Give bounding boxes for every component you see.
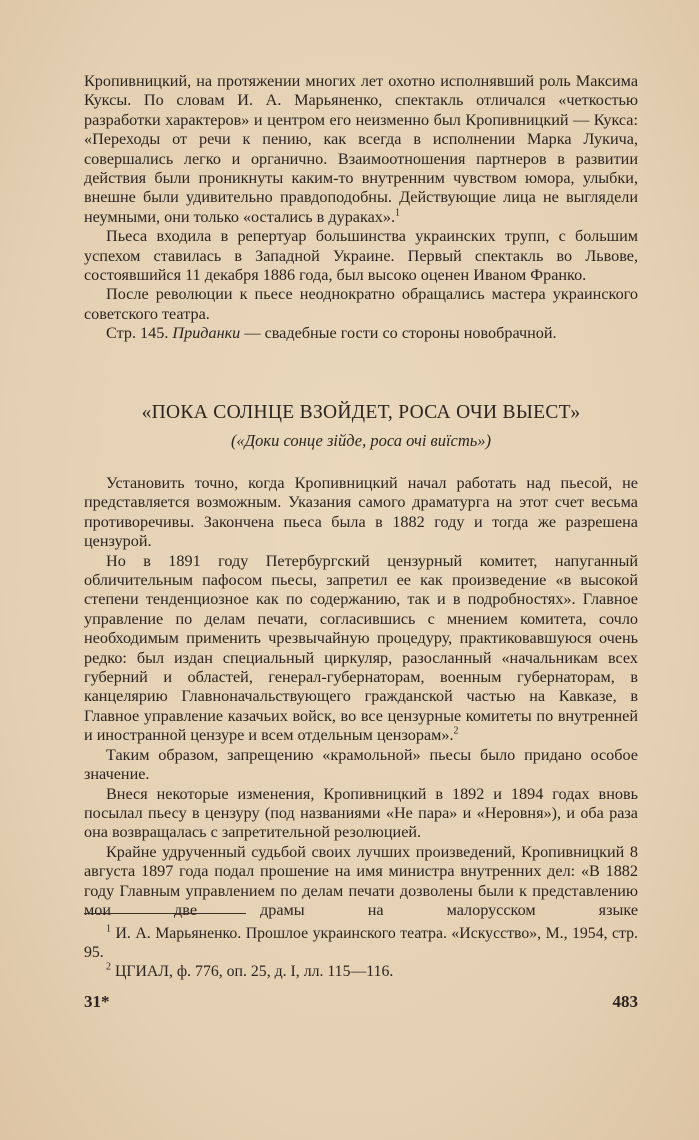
printer-signature: 31* bbox=[84, 992, 110, 1011]
glossed-term: Приданки bbox=[172, 324, 241, 343]
footnote: $^1$ И. А. Марьяненко. Прошлое украинского театра. «Искусство», М., 1954, стр. 95. bbox=[84, 923, 638, 961]
footnote-divider bbox=[84, 913, 246, 914]
footnotes bbox=[84, 924, 638, 981]
paragraph: Внеся некоторые изменения, Кропивницкий в 1892 и 1894 годах вновь посылал пьесу в цензуру (под названиями «Не пара» и «Неровня»), и оба раза она возвращалась с запретительной резолюцией. bbox=[84, 784, 638, 842]
note-paragraph: Стр. 145. Приданки — свадебные гости со стороны новобрачной. bbox=[106, 324, 557, 343]
page-number: 483 bbox=[612, 992, 638, 1011]
paragraph: Таким образом, запрещению «крамольной» пьесы было придано особое значение. bbox=[84, 745, 638, 784]
section-title: «ПОКА СОЛНЦЕ ВЗОЙДЕТ, РОСА ОЧИ ВЫЕСТ» bbox=[141, 402, 581, 423]
section-subtitle: («Доки сонце зійде, роса очі виїсть») bbox=[230, 431, 492, 450]
paragraph: Установить точно, когда Кропивницкий начал работать над пьесой, не представляется возможным. Указания самого драматурга на этот счет весьма противоречивы. Закончена пьеса была в 1882 году и тогда же разрешена цензурой. bbox=[84, 474, 638, 551]
paragraph: Кропивницкий, на протяжении многих лет охотно исполнявший роль Максима Куксы. По словам И. А. Марьяненко, спектакль отличался «четкостью разработки характеров» и центром его неизменно был Кропивницкий — Кукса: «Переходы от речи к пению, как всегда в исполнении Марка Лукича, совершались легко и органично. Взаимоотношения партнеров в развитии действия были проникнуты каким-то внутренним чувством юмора, улыбки, внешне были удивительно правдоподобны. Действующие лица не выглядели неумными, они только «остались в дураках».$^1$ bbox=[84, 72, 638, 226]
continuation-section bbox=[84, 72, 638, 344]
paragraph: После революции к пьесе неоднократно обращались мастера украинского советского театра. bbox=[84, 285, 638, 323]
footnote: $^2$ ЦГИАЛ, ф. 776, оп. 25, д. I, лл. 115—116. bbox=[106, 961, 394, 980]
paragraph: Пьеса входила в репертуар большинства украинских трупп, с большим успехом ставилась в Западной Украине. Первый спектакль во Львове, состоявшийся 11 декабря 1886 года, был высоко оценен Иваном Франко. bbox=[84, 227, 638, 285]
paragraph: Но в 1891 году Петербургский цензурный комитет, напуганный обличительным пафосом пьесы, запретил ее как произведение «в высокой степени тенденциозное как по содержанию, так и в подробностях». Главное управление по делам печати, согласившись с мнением комитета, сочло необходимым применить чрезвычайную процедуру, практиковавшуюся очень редко: был издан специальный циркуляр, разосланный «начальникам всех губерний и областей, генерал-губернаторам, военным губернаторам, в канцелярию Главноначальствующего гражданской частью на Кавказе, в Главное управление казачьих войск, во все цензурные комитеты по внутренней и иностранной цензуре и всем отдельным цензорам».$^2$ bbox=[84, 551, 638, 745]
main-text bbox=[84, 474, 638, 920]
footnote-ref: 1 bbox=[395, 207, 401, 219]
paragraph: Крайне удрученный судьбой своих лучших произведений, Кропивницкий 8 августа 1897 года подал прошение на имя министра внутренних дел: «В 1882 году Главным управлением по делам печати дозволены были к представлению мои две драмы на малорусском языке bbox=[84, 842, 638, 919]
footnote-ref: 2 bbox=[453, 725, 459, 737]
